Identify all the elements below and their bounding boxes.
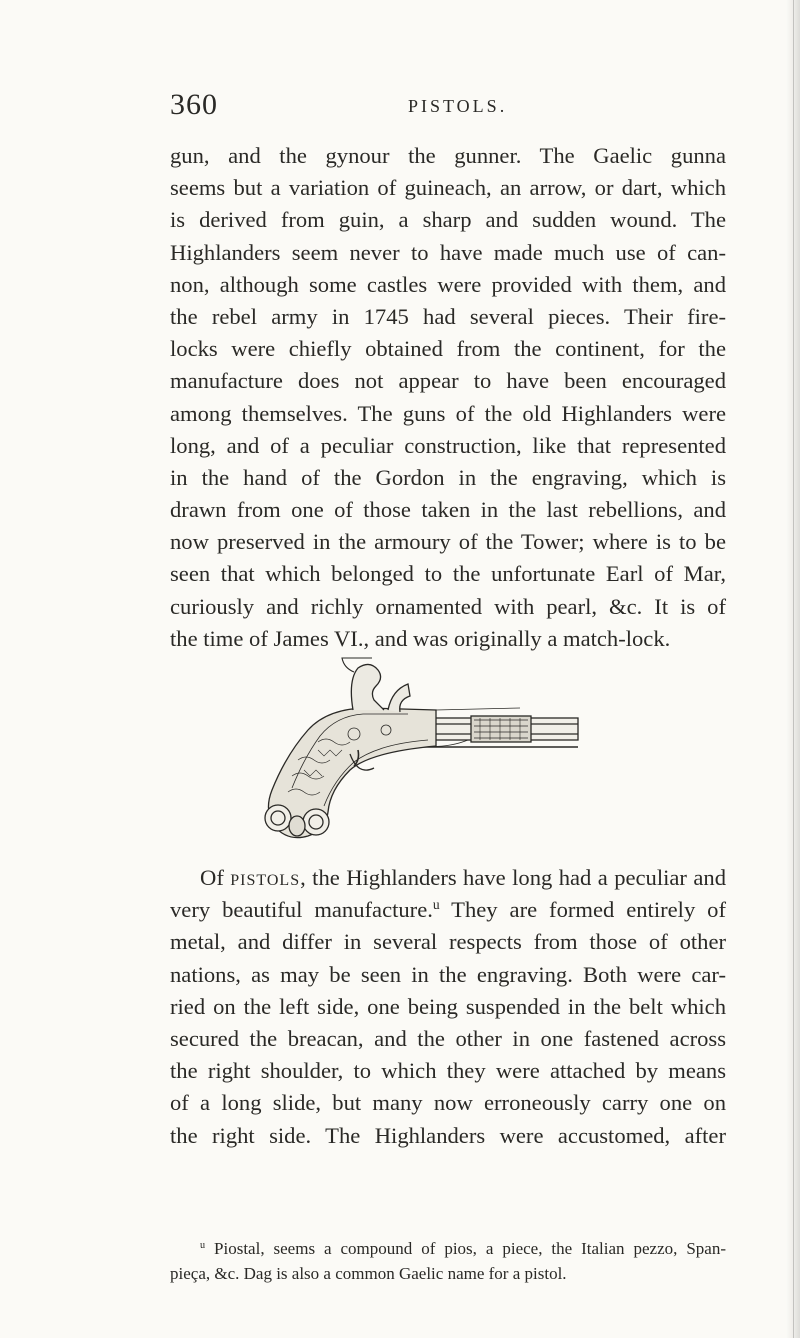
text-line: curiously and richly ornamented with pearl, &c. It is of xyxy=(170,593,726,619)
text-line: ried on the left side, one being suspended in the belt which xyxy=(170,993,726,1019)
text-line: seen that which belonged to the unfortunate Earl of Mar, xyxy=(170,561,726,587)
footnote-marker: u xyxy=(200,1239,206,1251)
footnote xyxy=(170,1236,726,1286)
text-line: the right shoulder, to which they were attached by means xyxy=(170,1058,726,1084)
page-header xyxy=(170,88,730,128)
text-line xyxy=(170,862,726,894)
footnote-line xyxy=(170,1236,726,1261)
paragraph-pistols xyxy=(170,862,726,1152)
text-line: gun, and the gynour the gunner. The Gaelic gunna xyxy=(170,143,726,168)
footnote-line: pieça, &c. Dag is also a common Gaelic name for a pistol. xyxy=(170,1264,567,1283)
text-line: non, although some castles were provided with them, and xyxy=(170,271,726,297)
text-line: manufacture does not appear to have been encouraged xyxy=(170,368,726,394)
footnote-reference[interactable]: u xyxy=(432,897,440,913)
text-line: seems but a variation of guineach, an arrow, or dart, which xyxy=(170,175,726,201)
text-line: long, and of a peculiar construction, like that represented xyxy=(170,432,726,458)
text-line: locks were chiefly obtained from the continent, for the xyxy=(170,336,726,362)
text-line: is derived from guin, a sharp and sudden wound. The xyxy=(170,207,726,233)
page-edge-line xyxy=(793,0,794,1338)
pistol-engraving-icon xyxy=(258,650,588,850)
footnote-text: Piostal, seems a compound of pios, a piece, the Italian pezzo, Span- xyxy=(205,1239,726,1258)
running-head: PISTOLS. xyxy=(408,96,508,116)
text-line: in the hand of the Gordon in the engraving, which is xyxy=(170,464,726,490)
text-line: metal, and differ in several respects from those of other xyxy=(170,929,726,955)
text-line: the time of James VI., and was originally a match-lock. xyxy=(170,625,671,651)
text-line: the rebel army in 1745 had several pieces. Their fire- xyxy=(170,303,726,329)
text-line: among themselves. The guns of the old Highlanders were xyxy=(170,400,726,426)
first-word: Of xyxy=(200,865,224,890)
text-line: nations, as may be seen in the engraving. Both were car- xyxy=(170,961,726,987)
page-number: 360 xyxy=(170,88,218,121)
text-fragment: They are formed entirely of xyxy=(439,897,726,923)
text-line: Highlanders seem never to have made much use of can- xyxy=(170,239,726,265)
text-line: secured the breacan, and the other in one fastened across xyxy=(170,1025,726,1051)
text-fragment: very beautiful manufacture. xyxy=(170,897,433,923)
text-line: the right side. The Highlanders were accustomed, after xyxy=(170,1122,726,1148)
text-line: drawn from one of those taken in the last rebellions, and xyxy=(170,497,726,523)
text-line: of a long slide, but many now erroneously carry one on xyxy=(170,1090,726,1116)
text-line xyxy=(170,894,726,926)
text-fragment: , the Highlanders have long had a peculiar and xyxy=(300,865,726,890)
text-line: now preserved in the armoury of the Tower; where is to be xyxy=(170,529,726,555)
paragraph-guns xyxy=(170,140,726,655)
small-caps-term: pistols xyxy=(230,865,301,890)
